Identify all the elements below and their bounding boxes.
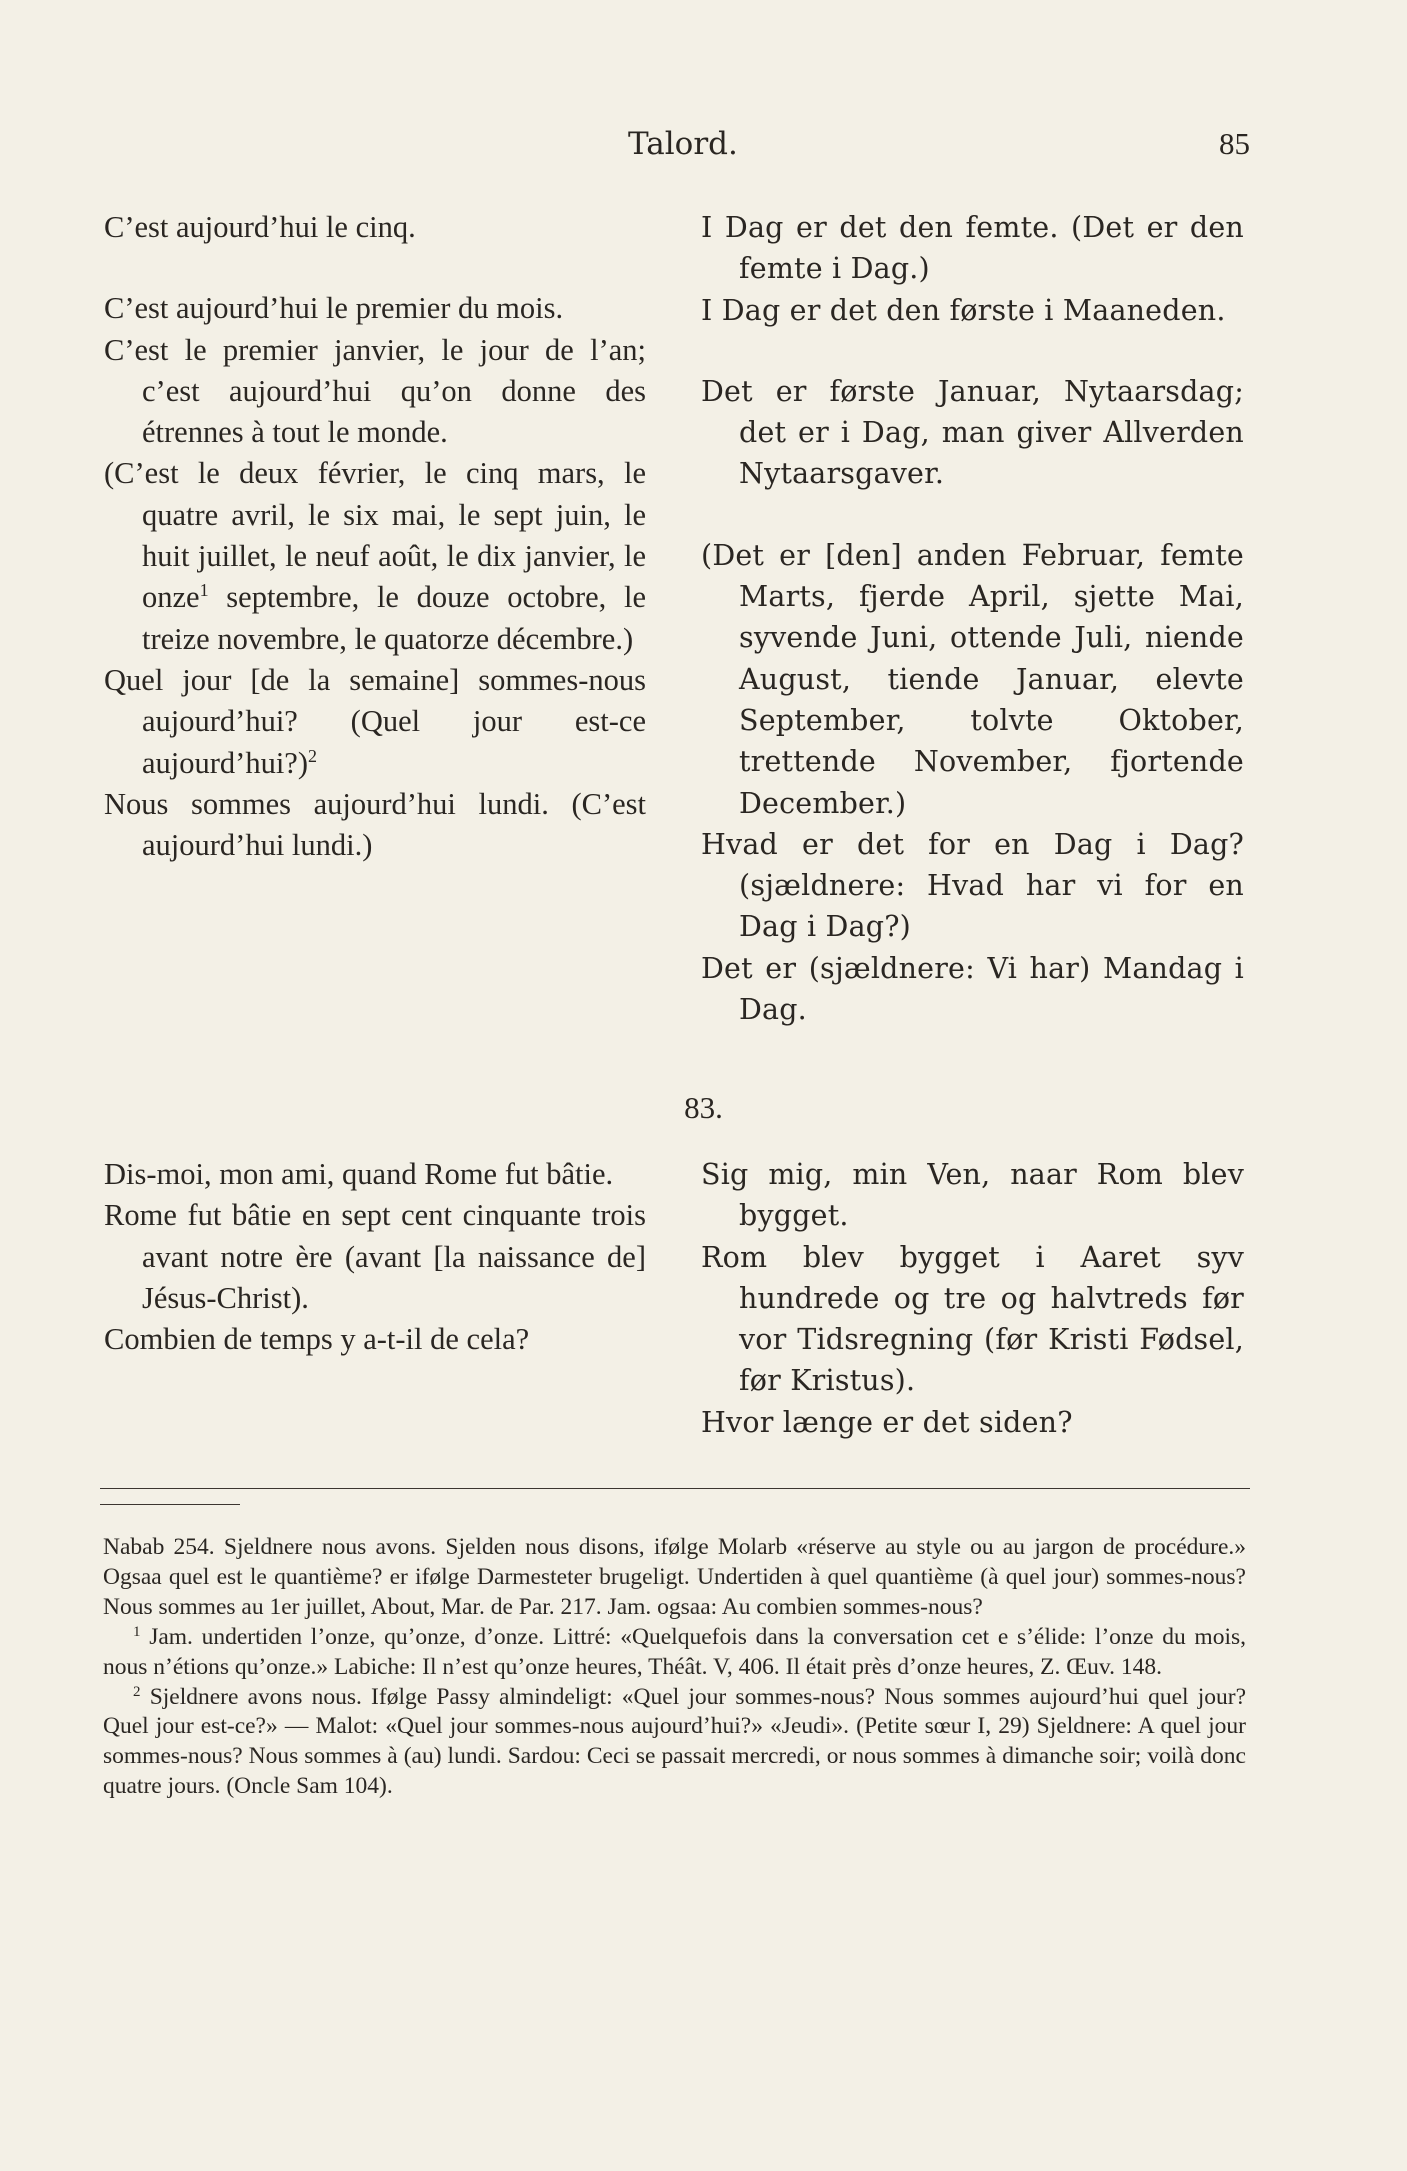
- norwegian-column-83: [701, 1154, 1244, 1443]
- norwegian-sentence: I Dag er det den første i Maaneden.: [701, 293, 1226, 327]
- french-sentence-months: [104, 453, 646, 659]
- french-column-82: [104, 207, 646, 866]
- norwegian-sentence: Hvor længe er det siden?: [701, 1405, 1073, 1439]
- french-sentence: Dis-moi, mon ami, quand Rome fut bâtie.: [104, 1157, 614, 1191]
- norwegian-sentence: I Dag er det den femte. (Det er den femte i Dag.): [701, 211, 1244, 286]
- french-text-part: septembre, le douze octobre, le treize novembre, le quatorze décembre.): [142, 580, 646, 656]
- footnote-mark-1: 1: [199, 580, 209, 601]
- french-question: [104, 660, 646, 784]
- french-text-part: Quel jour [de la semaine] sommes-nous aujourd’hui? (Quel jour est-ce aujourd’hui?): [104, 662, 646, 780]
- french-sentence: Nous sommes aujourd’hui lundi. (C’est aujourd’hui lundi.): [104, 786, 646, 863]
- section-number: 83.: [684, 1090, 723, 1125]
- footnote-2: [103, 1683, 1246, 1803]
- french-column-83: [104, 1154, 646, 1360]
- footnote-rule: [100, 1488, 1250, 1489]
- norwegian-sentence: Rom blev bygget i Aaret syv hundrede og tre og halvtreds før vor Tidsregning (før Kristi Fødsel, før Kristus).: [701, 1240, 1244, 1398]
- footnote-1: [103, 1623, 1246, 1683]
- footnote-mark-2: 2: [308, 745, 317, 766]
- french-sentence: C’est aujourd’hui le premier du mois.: [104, 291, 564, 326]
- french-sentence: C’est le premier janvier, le jour de l’an; c’est aujourd’hui qu’on donne des étrennes à tout le monde.: [104, 332, 646, 450]
- french-sentence: C’est aujourd’hui le cinq.: [104, 210, 416, 244]
- footnote-2-text: Sjeldnere avons nous. Ifølge Passy almindeligt: «Quel jour sommes-nous? Nous sommes aujourd’hui quel jour? Quel jour est-ce?» — Malot: «Quel jour sommes-nous aujourd’hui?» «Jeudi». (Petite sœur I, 29) Sjeldnere: A quel jour sommes-nous? Nous sommes à (au) lundi. Sardou: Ceci se passait mercredi, or nous sommes à dimanche soir; voilà donc quatre jours. (Oncle Sam 104).: [103, 1683, 1247, 1800]
- norwegian-sentence: Sig mig, min Ven, naar Rom blev bygget.: [701, 1158, 1244, 1233]
- norwegian-column-82: [701, 207, 1244, 1030]
- footnote-continuation: Nabab 254. Sjeldnere nous avons. Sjelden nous disons, ifølge Molarb «réserve au style ou au jargon de procédure.» Ogsaa quel est le quantième? er ifølge Darmesteter brugeligt. Undertiden à quel quantième (à quel jour) sommes-nous? Nous sommes au 1er juillet, About, Mar. de Par. 217. Jam. ogsaa: Au combien sommes-nous?: [103, 1534, 1246, 1620]
- footnote-1-mark: 1: [133, 1623, 141, 1640]
- running-header: [100, 118, 1250, 168]
- french-sentence: Combien de temps y a-t-il de cela?: [104, 1322, 530, 1357]
- page-number: 85: [1219, 126, 1250, 161]
- footnotes: [103, 1533, 1246, 1802]
- french-text-part: (C’est le deux février, le cinq mars, le quatre avril, le six mai, le sept juin, le huit juillet, le neuf août, le dix janvier, le onze: [104, 456, 646, 615]
- footnote-1-text: Jam. undertiden l’onze, qu’onze, d’onze. Littré: «Quelquefois dans la conversation cet e s’élide: l’onze du mois, nous n’étions qu’onze.» Labiche: Il n’est qu’onze heures, Théât. V, 406. Il était près d’onze heures, Z. Œuv. 148.: [103, 1623, 1247, 1680]
- norwegian-sentence: Det er første Januar, Nytaarsdag; det er i Dag, man giver Allverden Nytaarsgaver.: [701, 374, 1244, 491]
- footnote-rule-short: [100, 1504, 240, 1505]
- french-sentence: Rome fut bâtie en sept cent cinquante trois avant notre ère (avant [la naissance de] Jésus-Christ).: [104, 1198, 646, 1315]
- norwegian-sentence-months: (Det er [den] anden Februar, femte Marts, fjerde April, sjette Mai, syvende Juni, ottende Juli, niende August, tiende Januar, elevte September, tolvte Oktober, trettende November, fjortende December.): [701, 538, 1244, 820]
- norwegian-question: Hvad er det for en Dag i Dag? (sjældnere: Hvad har vi for en Dag i Dag?): [701, 827, 1244, 944]
- norwegian-sentence: Det er (sjældnere: Vi har) Mandag i Dag.: [701, 951, 1244, 1027]
- footnote-2-mark: 2: [133, 1683, 141, 1700]
- running-title: Talord.: [628, 126, 738, 162]
